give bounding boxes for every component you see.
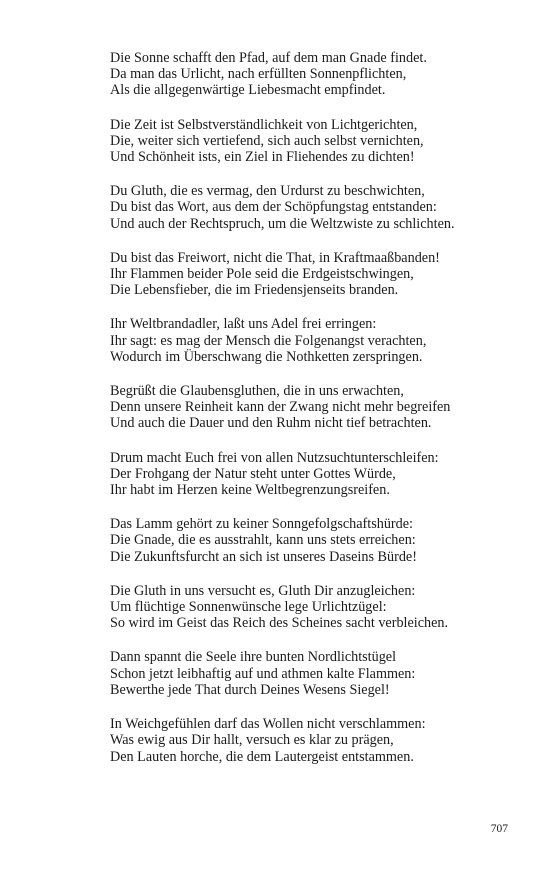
poem-line: Du Gluth, die es vermag, den Urdurst zu beschwichten, (110, 183, 425, 200)
poem-line: Du bist das Freiwort, nicht die That, in Kraftmaaßbanden! (110, 249, 440, 266)
poem-line: Ihr habt im Herzen keine Weltbegrenzungsreifen. (110, 482, 390, 499)
stanza-3 (110, 183, 530, 232)
poem-line: Der Frohgang der Natur steht unter Gottes Würde, (110, 465, 396, 482)
stanza-5 (110, 316, 530, 365)
poem-line: Ihr Flammen beider Pole seid die Erdgeistschwingen, (110, 266, 414, 283)
poem-line: Die, weiter sich vertiefend, sich auch selbst vernichten, (110, 132, 424, 149)
poem-line: Um flüchtige Sonnenwünsche lege Urlichtzügel: (110, 599, 387, 616)
stanza-9 (110, 583, 530, 632)
stanza-6 (110, 383, 530, 432)
poem-line: Bewerthe jede That durch Deines Wesens Siegel! (110, 681, 390, 698)
stanza-10 (110, 649, 530, 698)
stanza-2 (110, 117, 530, 166)
stanza-7 (110, 450, 530, 499)
poem-line: Den Lauten horche, die dem Lautergeist entstammen. (110, 748, 414, 765)
poem-line: Die Sonne schafft den Pfad, auf dem man Gnade findet. (110, 50, 427, 66)
poem-line: Schon jetzt leibhaftig auf und athmen kalte Flammen: (110, 665, 416, 682)
poem-line: Und auch der Rechtspruch, um die Weltzwiste zu schlichten. (110, 215, 455, 232)
poem-line: Als die allgegenwärtige Liebesmacht empfindet. (110, 82, 386, 99)
page-number: 707 (490, 823, 508, 835)
poem-line: Und auch die Dauer und den Ruhm nicht tief betrachten. (110, 415, 432, 432)
poem-body (110, 50, 530, 783)
poem-line: Die Gnade, die es ausstrahlt, kann uns stets erreichen: (110, 532, 416, 549)
stanza-8 (110, 516, 530, 565)
poem-line: Die Lebensfieber, die im Friedensjenseits branden. (110, 282, 399, 299)
poem-line: Begrüßt die Glaubensgluthen, die in uns erwachten, (110, 383, 404, 400)
poem-line: So wird im Geist das Reich des Scheines sacht verbleichen. (110, 615, 449, 632)
poem-line: Wodurch im Überschwang die Nothketten zerspringen. (110, 348, 423, 365)
poem-line: Ihr sagt: es mag der Mensch die Folgenangst verachten, (110, 332, 427, 349)
poem-line: Die Zeit ist Selbstverständlichkeit von Lichtgerichten, (110, 116, 418, 133)
poem-line: Denn unsere Reinheit kann der Zwang nicht mehr begreifen (110, 399, 451, 416)
stanza-11 (110, 716, 530, 765)
poem-line: Dann spannt die Seele ihre bunten Nordlichtstügel (110, 649, 397, 666)
poem-line: Ihr Weltbrandadler, laßt uns Adel frei erringen: (110, 316, 377, 333)
poem-line: Du bist das Wort, aus dem der Schöpfungstag entstanden: (110, 199, 437, 216)
poem-line: Und Schönheit ists, ein Ziel in Fliehendes zu dichten! (110, 149, 415, 166)
stanza-4 (110, 250, 530, 299)
poem-line: In Weichgefühlen darf das Wollen nicht verschlammen: (110, 716, 426, 733)
poem-line: Drum macht Euch frei von allen Nutzsuchtunterschleifen: (110, 449, 439, 466)
poem-line: Das Lamm gehört zu keiner Sonngefolgschaftshürde: (110, 516, 413, 533)
poem-line: Die Gluth in uns versucht es, Gluth Dir anzugleichen: (110, 582, 416, 599)
stanza-1 (110, 50, 530, 99)
poem-line: Da man das Urlicht, nach erfüllten Sonnenpflichten, (110, 66, 407, 83)
poem-line: Die Zukunftsfurcht an sich ist unseres Daseins Bürde! (110, 548, 417, 565)
poem-line: Was ewig aus Dir hallt, versuch es klar zu prägen, (110, 732, 394, 749)
